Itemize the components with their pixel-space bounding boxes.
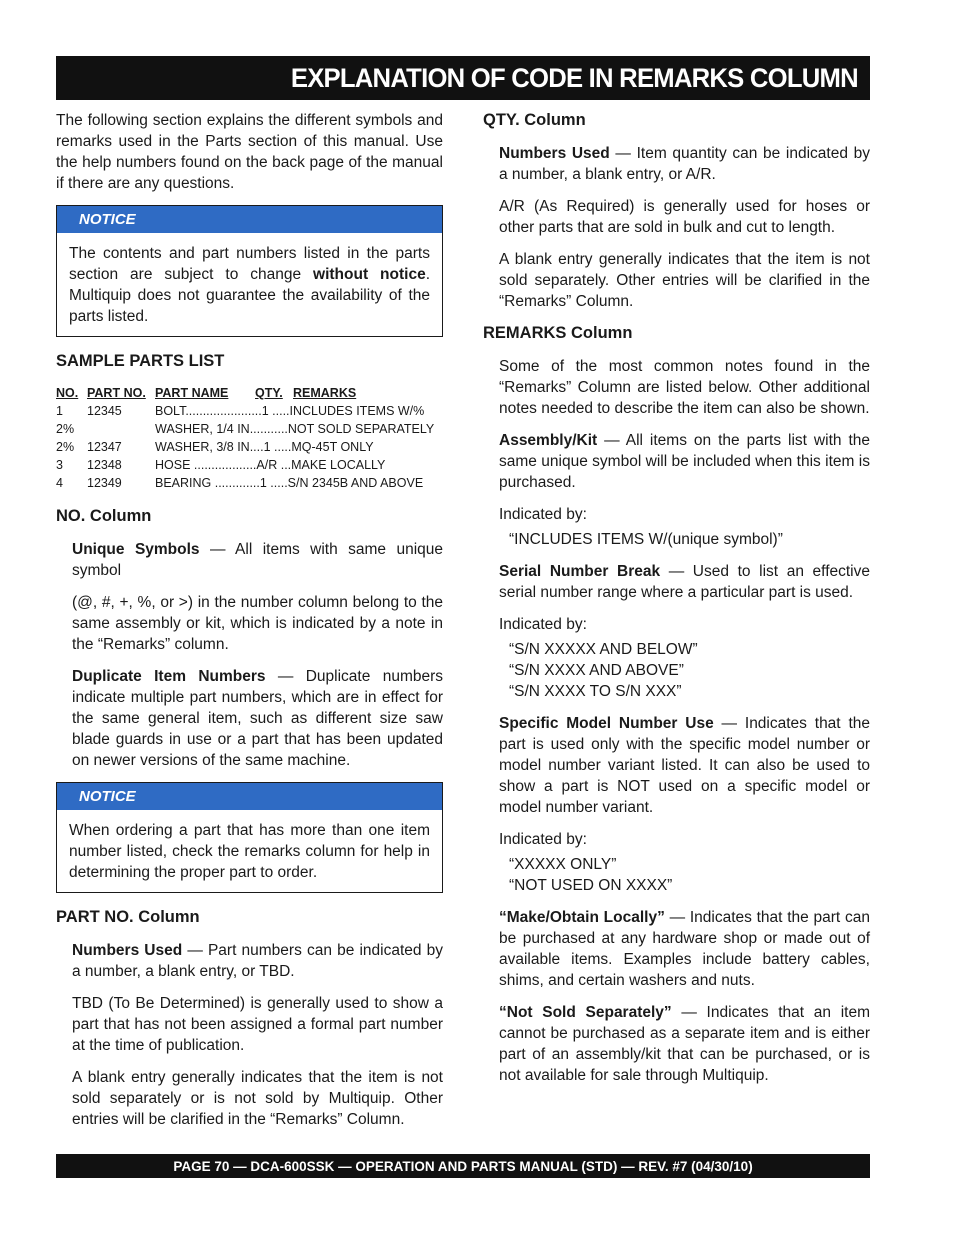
term-bold: Assembly/Kit <box>499 432 598 449</box>
right-column <box>483 110 870 1097</box>
term-text: — Used to list an effective serial number range where a particular part is used. <box>499 563 870 601</box>
model-example: “XXXXX ONLY” <box>509 856 617 873</box>
ar-paragraph: A/R (As Required) is generally used for hoses or other parts that are sold in bulk and cut to length. <box>499 198 870 236</box>
section-heading-remarks: REMARKS Column <box>483 324 633 342</box>
header-qty: QTY. <box>255 386 283 400</box>
cell-desc: WASHER, 1/4 IN...........NOT SOLD SEPARATELY <box>155 422 435 436</box>
serial-example: “S/N XXXXX AND BELOW” <box>509 641 698 658</box>
remarks-intro-paragraph: Some of the most common notes found in the “Remarks” Column are listed below. Other additional notes needed to describe the item can also be shown. <box>499 358 870 417</box>
serial-example: “S/N XXXX AND ABOVE” <box>509 662 684 679</box>
term-text: — All items with same unique symbol <box>72 541 443 579</box>
notice-label: NOTICE <box>57 206 442 233</box>
intro-paragraph: The following section explains the different symbols and remarks used in the Parts section of this manual. Use the help numbers found on the back page of the manual if there are any questions. <box>56 112 443 192</box>
cell-desc: HOSE ..................A/R ...MAKE LOCALLY <box>155 458 386 472</box>
cell-part-no: 12349 <box>87 476 122 490</box>
term-bold: Serial Number Break <box>499 563 661 580</box>
assembly-example: “INCLUDES ITEMS W/(unique symbol)” <box>509 531 783 548</box>
part-numbers-paragraph <box>56 940 443 982</box>
qty-numbers-paragraph <box>483 143 870 185</box>
notice-label: NOTICE <box>57 783 442 810</box>
notice-text-part: . Multiquip does not guarantee the availability of the parts listed. <box>69 266 431 325</box>
table-row <box>56 420 443 438</box>
notice-text <box>57 233 442 336</box>
cell-part-no <box>87 420 155 438</box>
term-text: — Indicates that the part can be purchased at any hardware shop or made out of available items. Examples include battery cables, shims, and certain washers and nuts. <box>499 909 870 989</box>
table-row <box>56 474 443 492</box>
serial-paragraph <box>483 561 870 603</box>
notice-box-2 <box>56 782 443 893</box>
page-title: EXPLANATION OF CODE IN REMARKS COLUMN <box>290 62 858 93</box>
term-text: — Duplicate numbers indicate multiple part numbers, which are in effect for the same general item, such as different size saw blade guards in use or a part that has been updated on newer versions of the same machine. <box>72 668 444 769</box>
tbd-paragraph: TBD (To Be Determined) is generally used to show a part that has not been assigned a formal part number at the time of publication. <box>72 995 443 1054</box>
make-locally-paragraph <box>483 907 870 991</box>
cell-desc: WASHER, 3/8 IN....1 .....MQ-45T ONLY <box>155 440 374 454</box>
sample-parts-list <box>56 384 443 492</box>
cell-desc: BEARING .............1 .....S/N 2345B AND ABOVE <box>155 476 424 490</box>
table-row <box>56 456 443 474</box>
assembly-paragraph <box>483 430 870 493</box>
blank-entry-paragraph: A blank entry generally indicates that the item is not sold separately or is not sold by Multiquip. Other entries will be clarified in the “Remarks” Column. <box>72 1069 443 1128</box>
cell-no: 4 <box>56 476 63 490</box>
indicated-by-label: Indicated by: <box>499 831 587 848</box>
page-title-bar <box>56 56 870 100</box>
cell-no: 1 <box>56 404 63 418</box>
header-remarks: REMARKS <box>293 386 357 400</box>
section-heading-part-no: PART NO. Column <box>56 908 200 926</box>
term-bold: Duplicate Item Numbers <box>72 668 266 685</box>
cell-no: 3 <box>56 458 63 472</box>
header-part-no: PART NO. <box>87 386 146 400</box>
not-sold-paragraph <box>483 1002 870 1086</box>
model-examples <box>483 854 870 896</box>
header-part-name: PART NAME <box>155 386 229 400</box>
notice-text-part: The contents and part numbers listed in the parts section are subject to change <box>69 245 430 283</box>
model-paragraph <box>483 713 870 818</box>
term-bold: Unique Symbols <box>72 541 200 558</box>
page-footer <box>56 1154 870 1178</box>
table-row <box>56 438 443 456</box>
section-heading-qty: QTY. Column <box>483 111 586 129</box>
term-bold: Numbers Used <box>72 942 183 959</box>
serial-example: “S/N XXXX TO S/N XXX” <box>509 683 682 700</box>
symbols-paragraph: (@, #, +, %, or >) in the number column belong to the same assembly or kit, which is indicated by a note in the “Remarks” column. <box>72 594 443 653</box>
model-example: “NOT USED ON XXXX” <box>509 877 673 894</box>
table-row <box>56 402 443 420</box>
notice-text-bold: without notice <box>313 266 426 283</box>
indicated-by-label: Indicated by: <box>499 506 587 523</box>
duplicate-paragraph <box>56 666 443 771</box>
left-column <box>56 110 443 1141</box>
serial-examples <box>483 639 870 702</box>
footer-text: PAGE 70 — DCA-600SSK — OPERATION AND PARTS MANUAL (STD) — REV. #7 (04/30/10) <box>173 1158 753 1174</box>
term-text: — All items on the parts list with the same unique symbol will be included when this item is purchased. <box>499 432 870 491</box>
notice-box-1 <box>56 205 443 337</box>
qty-blank-paragraph: A blank entry generally indicates that the item is not sold separately. Other entries will be clarified in the “Remarks” Column. <box>499 251 870 310</box>
term-text: — Item quantity can be indicated by a number, a blank entry, or A/R. <box>499 145 870 183</box>
term-text: — Indicates that an item cannot be purchased as a separate item and is either part of an assembly/kit that can be purchased, or is not available for sale through Multiquip. <box>499 1004 870 1084</box>
section-heading-sample: SAMPLE PARTS LIST <box>56 352 225 370</box>
indicated-by-label: Indicated by: <box>499 616 587 633</box>
unique-symbols-paragraph <box>56 539 443 581</box>
term-bold: Specific Model Number Use <box>499 715 714 732</box>
term-text: — Indicates that the part is used only with the specific model number or model number variant listed. It can also be used to show a part is NOT used on a specific model or model number variant. <box>499 715 870 816</box>
header-no: NO. <box>56 386 79 400</box>
section-heading-no-column: NO. Column <box>56 507 152 525</box>
cell-part-no: 12345 <box>87 404 122 418</box>
term-bold: “Make/Obtain Locally” <box>499 909 665 926</box>
cell-no: 2% <box>56 440 75 454</box>
parts-header-row <box>56 384 443 402</box>
notice-text: When ordering a part that has more than one item number listed, check the remarks column for help in determining the proper part to order. <box>69 822 430 881</box>
term-bold: Numbers Used <box>499 145 610 162</box>
cell-no: 2% <box>56 422 75 436</box>
cell-part-no: 12348 <box>87 458 122 472</box>
cell-part-no: 12347 <box>87 440 122 454</box>
term-text: — Part numbers can be indicated by a number, a blank entry, or TBD. <box>72 942 443 980</box>
cell-desc: BOLT......................1 .....INCLUDES ITEMS W/% <box>155 404 425 418</box>
term-bold: “Not Sold Separately” <box>499 1004 672 1021</box>
